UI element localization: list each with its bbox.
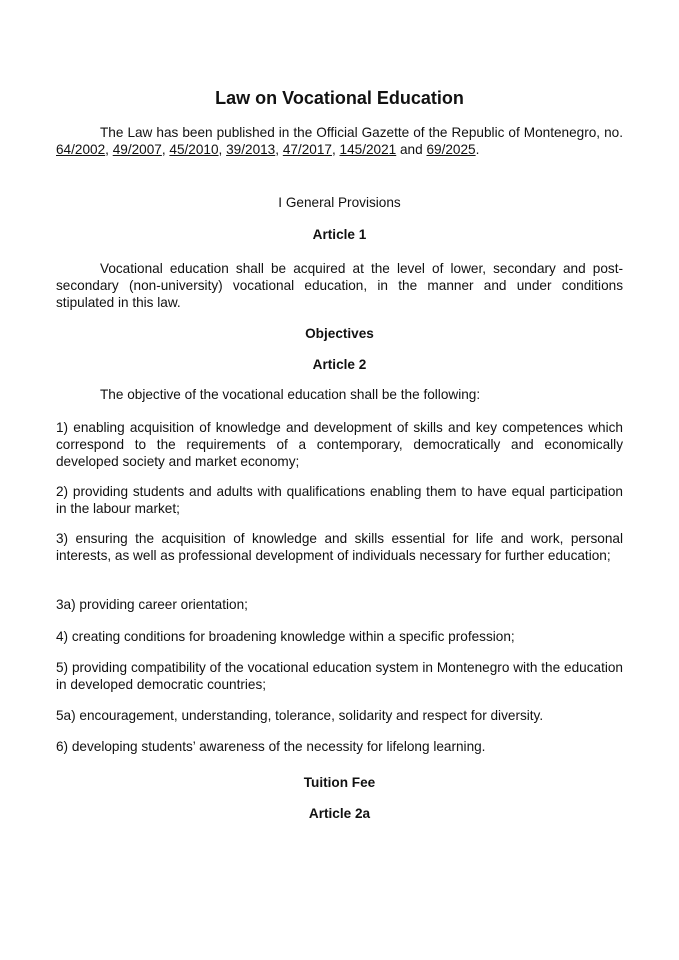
gazette-link[interactable]: 64/2002 (56, 142, 106, 157)
list-item: 1) enabling acquisition of knowledge and development of skills and key competences which correspond to the requirements of a contemporary, democratically and economically developed society and market economy; (56, 420, 623, 469)
objectives-lead: The objective of the vocational education shall be the following: (100, 387, 481, 402)
gazette-link[interactable]: 49/2007 (112, 142, 162, 157)
and-text: and (400, 142, 423, 157)
list-item: 2) providing students and adults with qualifications enabling them to have equal participation in the labour market; (56, 484, 623, 516)
section-heading: I General Provisions (278, 195, 401, 210)
article-text: Vocational education shall be acquired at the level of lower, secondary and post-secondary (non-university) vocational education, in the manner and under conditions stipulated in this law. (56, 261, 623, 310)
article-heading: Article 1 (312, 227, 367, 242)
article-heading: Article 2a (308, 806, 371, 821)
list-item: 5a) encouragement, understanding, tolerance, solidarity and respect for diversity. (56, 708, 544, 723)
list-item: 5) providing compatibility of the vocational education system in Montenegro with the education in developed democratic countries; (56, 660, 623, 692)
list-item: 3a) providing career orientation; (56, 597, 248, 612)
publication-note: The Law has been published in the Official Gazette of the Republic of Montenegro, no. 64/2002, 49/2007, 45/2010, 39/2013, 47/2017, 145/2021 and 69/2025. (56, 125, 623, 157)
document-title: Law on Vocational Education (215, 88, 464, 108)
objectives-heading: Objectives (305, 326, 374, 341)
tuition-heading: Tuition Fee (303, 775, 376, 790)
gazette-link[interactable]: 145/2021 (339, 142, 397, 157)
list-item: 4) creating conditions for broadening knowledge within a specific profession; (56, 629, 515, 644)
gazette-link[interactable]: 45/2010 (169, 142, 219, 157)
list-item: 6) developing students’ awareness of the necessity for lifelong learning. (56, 739, 486, 754)
article-heading: Article 2 (312, 357, 367, 372)
publication-text: The Law has been published in the Official Gazette of the Republic of Montenegro, no. (100, 125, 623, 140)
gazette-link[interactable]: 69/2025 (426, 142, 476, 157)
gazette-link[interactable]: 39/2013 (226, 142, 276, 157)
list-item: 3) ensuring the acquisition of knowledge and skills essential for life and work, personal interests, as well as professional development of individuals necessary for further education; (56, 531, 623, 563)
gazette-link[interactable]: 47/2017 (282, 142, 332, 157)
